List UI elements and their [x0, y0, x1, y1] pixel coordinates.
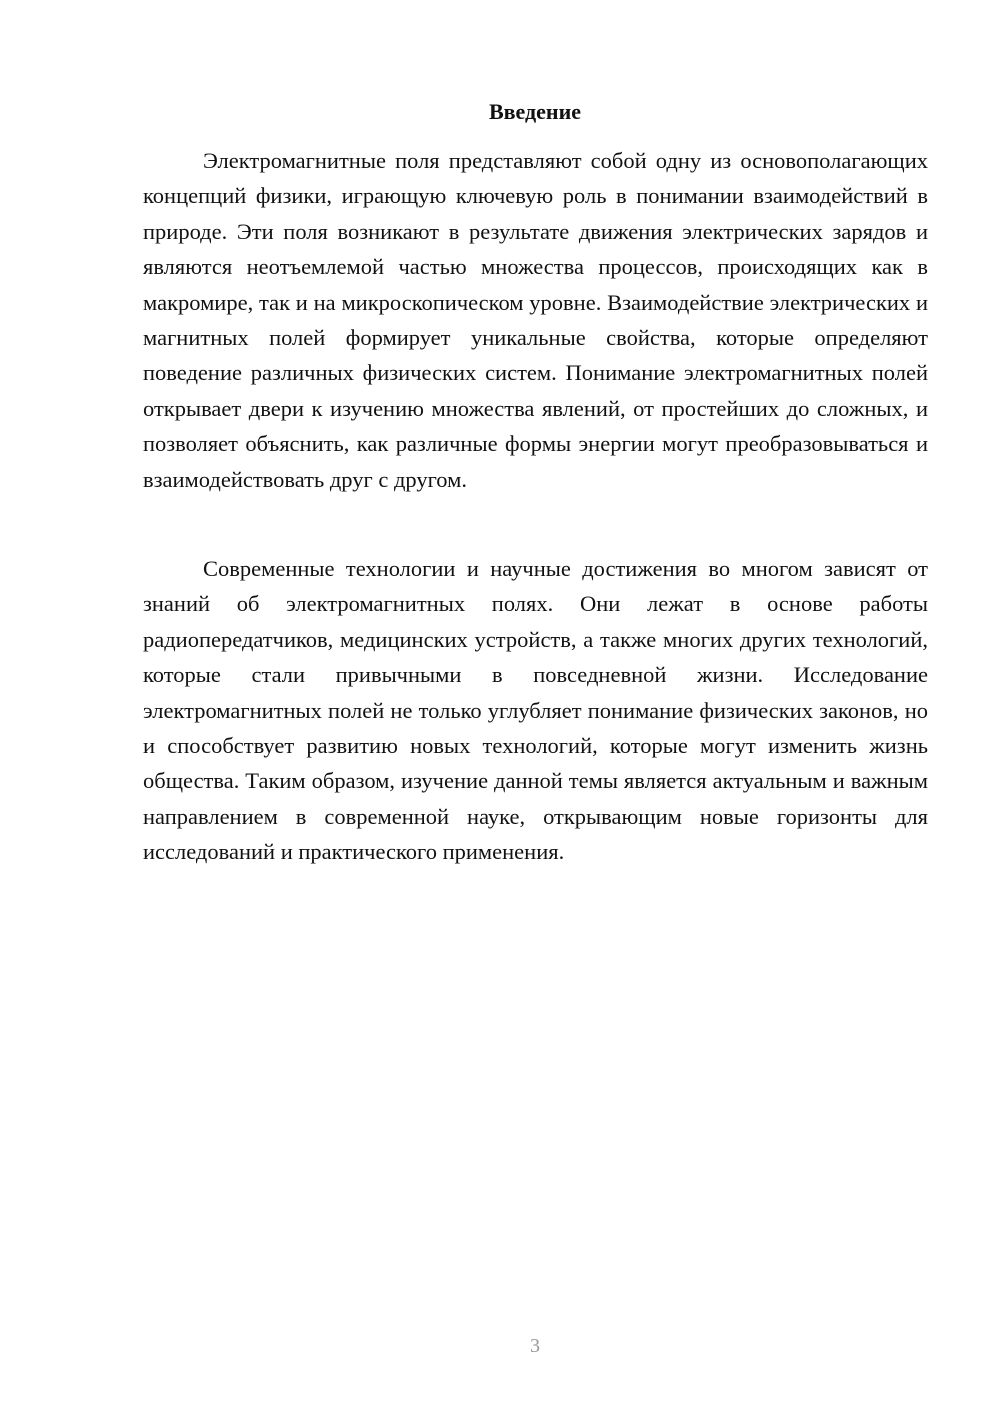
paragraph-2: Современные технологии и научные достижения во многом зависят от знаний об электромагнитных полях. Они лежат в основе работы радиопередатчиков, медицинских устройств, а также многих других технологий, которые стали привычными в повседневной жизни. Исследование электромагнитных полей не только углубляет понимание физических законов, но и способствует развитию новых технологий, которые могут изменить жизнь общества. Таким образом, изучение данной темы является актуальным и важным направлением в современной науке, открывающим новые горизонты для исследований и практического применения.	[143, 556, 928, 865]
paragraph-1: Электромагнитные поля представляют собой одну из основополагающих концепций физики, играющую ключевую роль в понимании взаимодействий в природе. Эти поля возникают в результате движения электрических зарядов и являются неотъемлемой частью множества процессов, происходящих как в макромире, так и на микроскопическом уровне. Взаимодействие электрических и магнитных полей формирует уникальные свойства, которые определяют поведение различных физических систем. Понимание электромагнитных полей открывает двери к изучению множества явлений, от простейших до сложных, и позволяет объяснить, как различные формы энергии могут преобразовываться и взаимодействовать друг с другом.	[143, 148, 928, 492]
section-heading: Введение	[488, 99, 582, 124]
page-number: 3	[530, 1335, 540, 1357]
